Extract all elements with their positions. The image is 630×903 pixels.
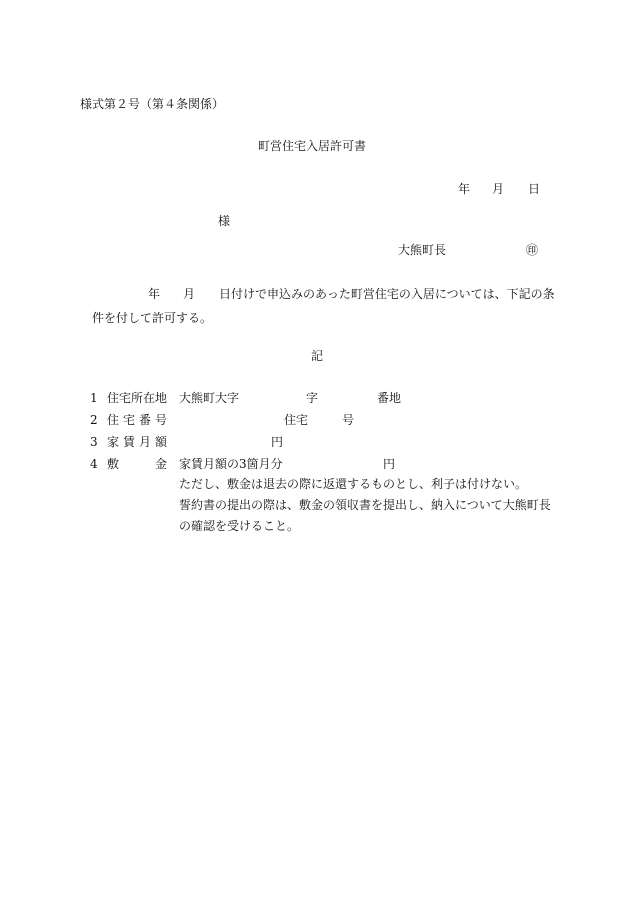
form-number: 様式第２号（第４条関係）: [80, 97, 225, 111]
item-label-address: 住宅所在地: [107, 391, 168, 405]
date-day-label: 日: [528, 182, 541, 196]
date-year-label: 年: [458, 182, 471, 196]
item-value-go: 号: [342, 413, 355, 427]
seal-mark: ㊞: [526, 243, 539, 257]
item-label-monthly-rent: 家賃月額: [107, 435, 172, 449]
addressee-honorific: 様: [218, 214, 231, 228]
item-value-deposit: 家賃月額の3箇月分: [179, 457, 283, 471]
item-value-jutaku: 住宅: [284, 413, 309, 427]
deposit-note-line: の確認を受けること。: [179, 519, 300, 533]
date-month-label: 月: [492, 182, 505, 196]
page-title: 町営住宅入居許可書: [258, 139, 367, 153]
item-value-yen: 円: [383, 457, 396, 471]
item-value-banchi: 番地: [377, 391, 402, 405]
item-number: 3: [90, 435, 98, 449]
ki-heading: 記: [311, 349, 324, 363]
item-number: 2: [90, 413, 98, 427]
item-value-yen: 円: [271, 435, 284, 449]
issuer-title: 大熊町長: [398, 243, 447, 257]
body-month-label: 月: [183, 287, 196, 301]
item-number: 1: [90, 391, 98, 405]
item-label-housing-number: 住宅番号: [107, 413, 172, 427]
body-text-line1: 日付けで申込みのあった町営住宅の入居については、下記の条: [219, 287, 555, 301]
deposit-note-line: 誓約書の提出の際は、敷金の領収書を提出し、納入について大熊町長: [179, 498, 551, 512]
item-label-deposit-second-char: 金: [155, 457, 168, 471]
item-number: 4: [90, 457, 98, 471]
item-value-aza: 字: [306, 391, 319, 405]
body-text-line2: 件を付して許可する。: [92, 311, 213, 325]
item-label-deposit-first-char: 敷: [107, 457, 120, 471]
body-year-label: 年: [148, 287, 161, 301]
deposit-note-line: ただし、敷金は退去の際に返還するものとし、利子は付けない。: [179, 477, 528, 491]
item-value-address-prefix: 大熊町大字: [179, 391, 240, 405]
